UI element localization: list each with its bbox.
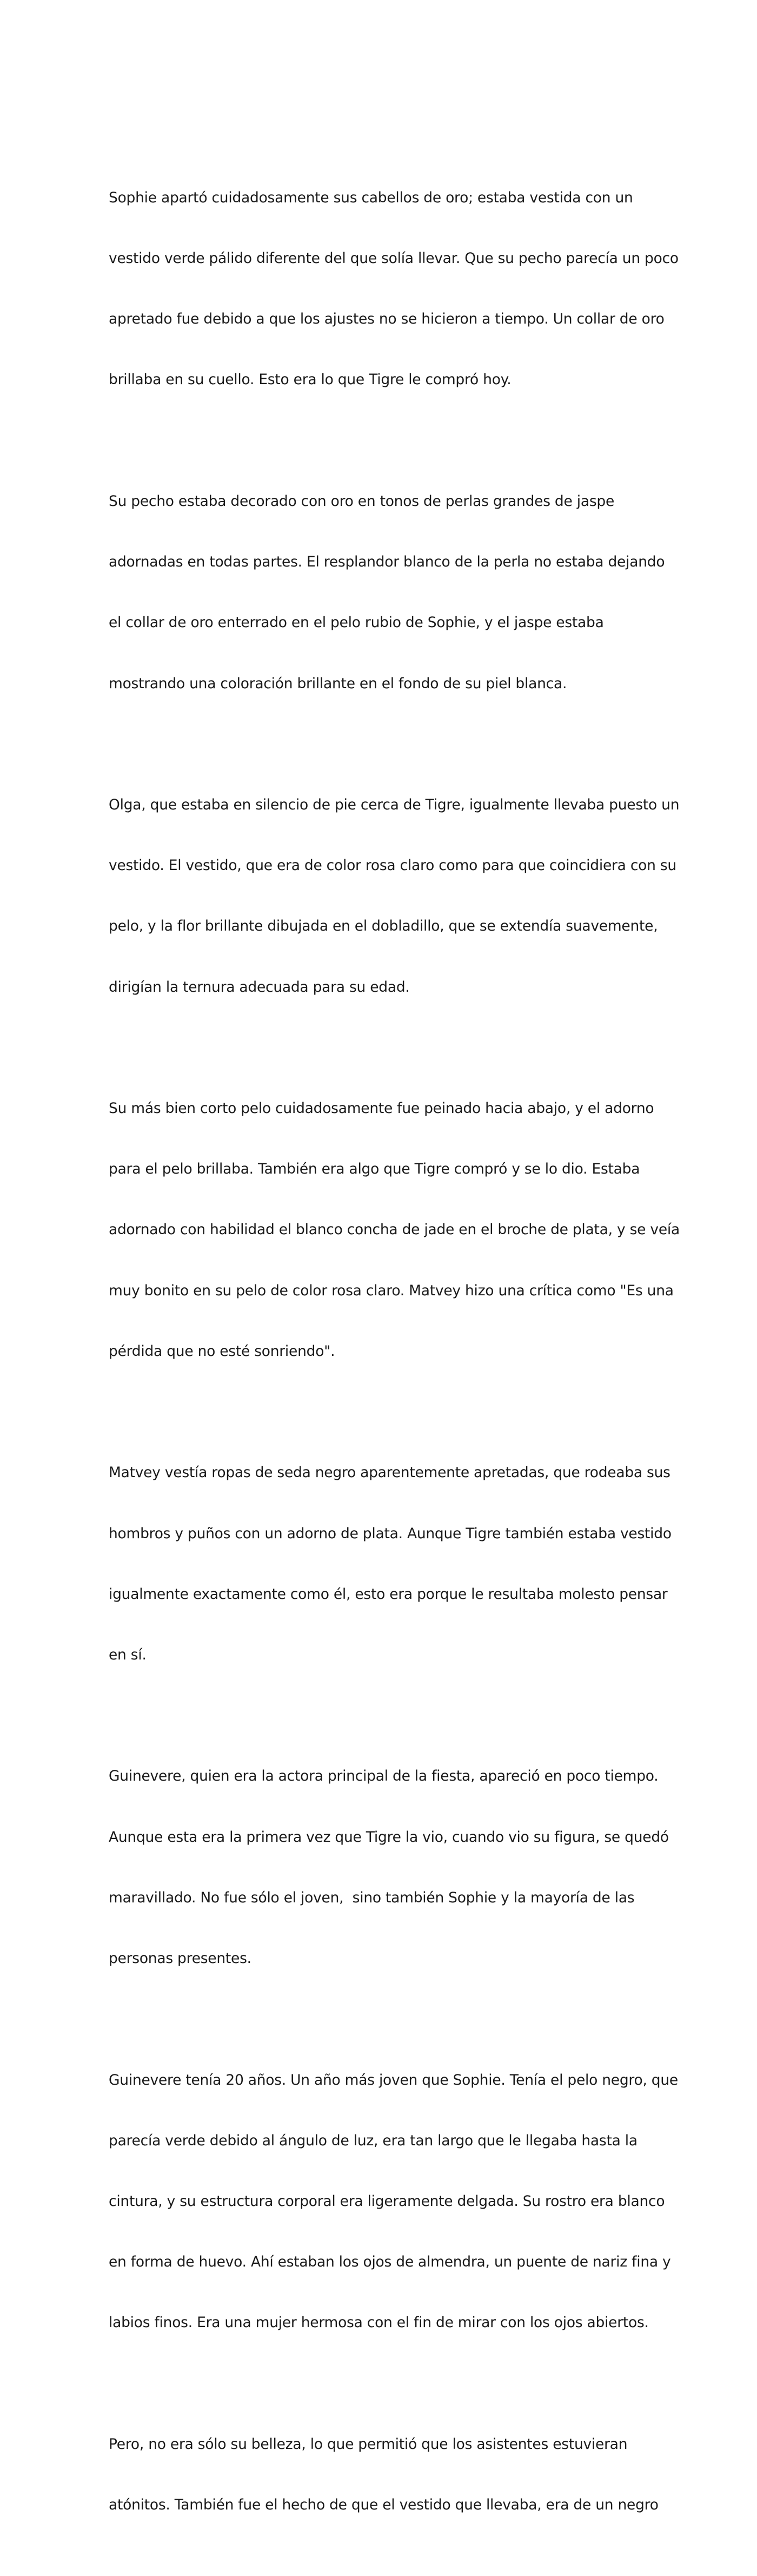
paragraph xyxy=(109,451,665,734)
text-line: en forma de huevo. Ahí estaban los ojos de almendra, un puente de nariz fina y xyxy=(109,2254,671,2271)
text-line: Guinevere tenía 20 años. Un año más joven que Sophie. Tenía el pelo negro, que xyxy=(109,2071,678,2089)
text-line: parecía verde debido al ángulo de luz, era tan largo que le llegaba hasta la xyxy=(109,2132,638,2149)
text-line: personas presentes. xyxy=(109,1950,251,1967)
text-line: adornado con habilidad el blanco concha de jade en el broche de plata, y se veía xyxy=(109,1221,680,1238)
document-body xyxy=(109,147,680,2576)
text-line: cintura, y su estructura corporal era ligeramente delgada. Su rostro era blanco xyxy=(109,2192,665,2210)
text-line: dirigían la ternura adecuada para su edad. xyxy=(109,978,410,996)
text-line: Guinevere, quien era la actora principal de la fiesta, apareció en poco tiempo. xyxy=(109,1768,659,1785)
text-line: igualmente exactamente como él, esto era porque le resultaba molesto pensar xyxy=(109,1585,668,1603)
text-line: pérdida que no esté sonriendo". xyxy=(109,1342,335,1360)
text-line: brillaba en su cuello. Esto era lo que Tigre le compró hoy. xyxy=(109,371,512,388)
text-line: en sí. xyxy=(109,1646,147,1663)
text-line: Pero, no era sólo su belleza, lo que permitió que los asistentes estuvieran xyxy=(109,2435,628,2453)
text-line: mostrando una coloración brillante en el fondo de su piel blanca. xyxy=(109,675,567,692)
text-line: adornadas en todas partes. El resplandor blanco de la perla no estaba dejando xyxy=(109,554,665,571)
paragraph xyxy=(109,1422,672,1706)
paragraph xyxy=(109,754,680,1038)
text-line: Su más bien corto pelo cuidadosamente fue peinado hacia abajo, y el adorno xyxy=(109,1100,654,1117)
text-line: vestido. El vestido, que era de color rosa claro como para que coincidiera con su xyxy=(109,857,676,874)
text-line: Aunque esta era la primera vez que Tigre la vio, cuando vio su figura, se quedó xyxy=(109,1828,669,1846)
text-line: hombros y puños con un adorno de plata. Aunque Tigre también estaba vestido xyxy=(109,1525,672,1542)
paragraph xyxy=(109,1058,680,1402)
text-line: Matvey vestía ropas de seda negro aparentemente apretadas, que rodeaba sus xyxy=(109,1464,670,1481)
text-line: Su pecho estaba decorado con oro en tonos de perlas grandes de jaspe xyxy=(109,492,615,510)
paragraph xyxy=(109,2394,659,2555)
text-line: Sophie apartó cuidadosamente sus cabellos de oro; estaba vestida con un xyxy=(109,189,633,206)
paragraph xyxy=(109,1726,669,2010)
paragraph xyxy=(109,147,679,431)
text-line: pelo, y la flor brillante dibujada en el dobladillo, que se extendía suavemente, xyxy=(109,918,658,935)
text-line: el collar de oro enterrado en el pelo rubio de Sophie, y el jaspe estaba xyxy=(109,614,604,631)
text-line: para el pelo brillaba. También era algo que Tigre compró y se lo dio. Estaba xyxy=(109,1161,640,1178)
text-line: vestido verde pálido diferente del que solía llevar. Que su pecho parecía un poco xyxy=(109,250,679,267)
paragraph xyxy=(109,2030,678,2374)
text-line: maravillado. No fue sólo el joven, sino también Sophie y la mayoría de las xyxy=(109,1889,635,1906)
text-line: Olga, que estaba en silencio de pie cerca de Tigre, igualmente llevaba puesto un xyxy=(109,796,680,813)
text-line: labios finos. Era una mujer hermosa con el fin de mirar con los ojos abiertos. xyxy=(109,2314,649,2331)
text-line: apretado fue debido a que los ajustes no se hicieron a tiempo. Un collar de oro xyxy=(109,311,665,328)
text-line: muy bonito en su pelo de color rosa claro. Matvey hizo una crítica como "Es una xyxy=(109,1282,674,1299)
text-line: atónitos. También fue el hecho de que el vestido que llevaba, era de un negro xyxy=(109,2496,659,2514)
